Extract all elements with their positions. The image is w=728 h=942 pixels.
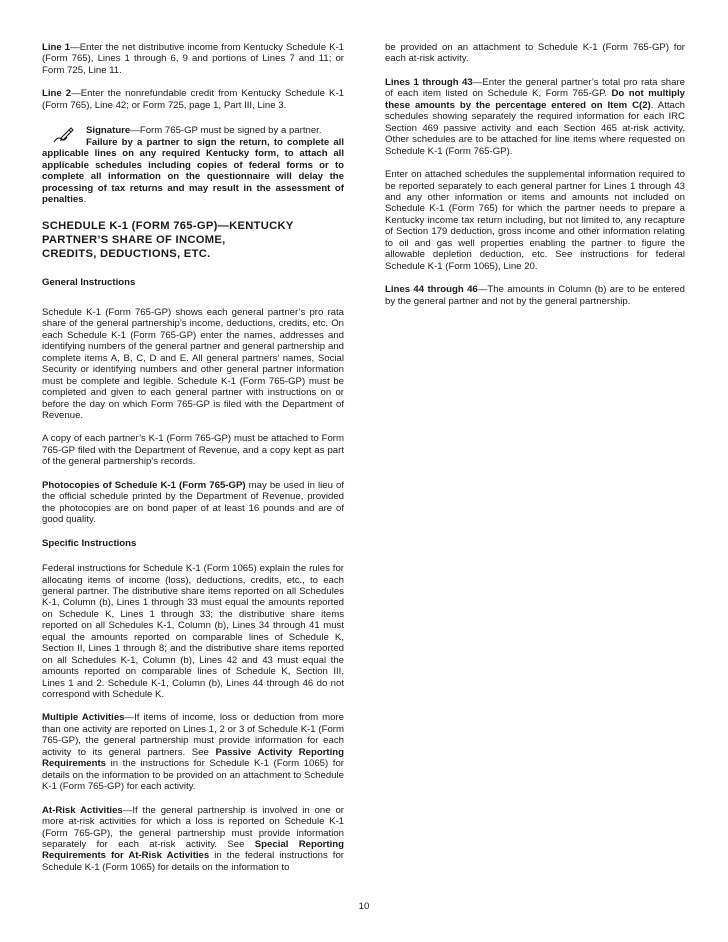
atrisk-text-2: in the federal instructions for Schedule K-1 (Form 1065) for details on the information to bbox=[42, 850, 344, 873]
lines-44-46-paragraph bbox=[385, 284, 685, 307]
left-column bbox=[42, 42, 344, 885]
signature-paragraph bbox=[42, 125, 344, 205]
line2-text: —Enter the nonrefundable credit from Kentucky Schedule K-1 (Form 765), Line 42; or Form 725, page 1, Part III, Line 3. bbox=[42, 88, 344, 111]
line1-label: Line 1 bbox=[42, 42, 71, 53]
lines-1-43-label: Lines 1 through 43 bbox=[385, 76, 473, 88]
line2-paragraph bbox=[42, 88, 344, 111]
line1-paragraph bbox=[42, 42, 344, 76]
signature-text: —Form 765-GP must be signed by a partner. bbox=[130, 125, 322, 137]
continuation-paragraph: be provided on an attachment to Schedule K-1 (Form 765-GP) for each at-risk activity. bbox=[385, 42, 685, 65]
multiple-text-2: in the instructions for Schedule K-1 (Form 1065) for details on the information to be provided on an attachment to Schedule K-1 (Form 765-GP) for each activity. bbox=[42, 758, 344, 793]
signature-warning: Failure by a partner to sign the return, to complete all applicable lines on any required Kentucky form, to attach all applicable schedules including copies of federal forms or to complete all information on the questionnaire will delay the processing of tax returns and may result in the assessment of penalties bbox=[42, 136, 344, 205]
lines-1-43-text-1: —Enter the general partner’s total pro rata share of each item listed on Schedule K, Form 765-GP. bbox=[385, 76, 685, 100]
lines-1-43-paragraph bbox=[385, 77, 685, 157]
line2-label: Line 2 bbox=[42, 88, 72, 100]
atrisk-text-1: —If the general partnership is involved in one or more at-risk activities for which a loss is reported on Schedule K-1 (Form 765-GP), the general partnership must provide information separately for each at-risk activity. See bbox=[42, 804, 344, 851]
copy-paragraph: A copy of each partner’s K-1 (Form 765-GP) must be attached to Form 765-GP filed with the Department of Revenue, and a copy kept as part of the general partnership’s records. bbox=[42, 433, 344, 468]
lines-44-46-text: —The amounts in Column (b) are to be entered by the general partner and not by the general partnership. bbox=[385, 284, 685, 307]
photocopies-paragraph bbox=[42, 480, 344, 526]
atrisk-label: At-Risk Activities bbox=[42, 804, 123, 816]
multiple-text-1: —If items of income, loss or deduction from more than one activity are reported on Lines 1, 2 or 3 of Schedule K-1 (Form 765-GP), the general partnership must provide information for each activity to its general partners. See bbox=[42, 712, 344, 758]
enter-paragraph: Enter on attached schedules the supplemental information required to be reported separately to each general partner for Lines 1 through 43 and any other information or items and amounts not included on Schedule K-1 (Form 765) for which the partner needs to prepare a Kentucky income tax return including, but not limited to, any recapture of Section 179 deduction, gross income and other information relating to oil and gas well properties enabling the partner to figure the allowable depletion deduction, etc. See instructions for federal Schedule K-1 (Form 1065), Line 20. bbox=[385, 169, 685, 272]
photocopies-label: Photocopies of Schedule K-1 (Form 765-GP) bbox=[42, 479, 246, 491]
atrisk-paragraph bbox=[42, 805, 344, 874]
schedule-paragraph: Schedule K-1 (Form 765-GP) shows each general partner’s pro rata share of the general partnership’s income, deductions, credits, etc. On each Schedule K-1 (Form 765-GP) enter the names, addresses and identifying numbers of the general partner and general partnership and complete items A, B, C, D and E. All general partners’ names, Social Security or identifying numbers and other general partner information must be complete and legible. Schedule K-1 (Form 765-GP) must be completed and given to each general partner with instructions on or before the day on which Form 765-GP is filed with the Department of Revenue. bbox=[42, 306, 344, 421]
heading-line-3: CREDITS, DEDUCTIONS, ETC. bbox=[42, 248, 211, 261]
page-number: 10 bbox=[358, 901, 370, 912]
federal-paragraph: Federal instructions for Schedule K-1 (Form 1065) explain the rules for allocating items of income (loss), deductions, credits, etc., to each general partner. The distributive share items reported on all Schedules K-1, Column (b), Lines 1 through 33 must equal the amounts reported on Schedule K, Lines 1 through 33; the distributive share items reported on all Schedules K-1, Column (b), Lines 34 through 41 must equal the amounts reported on comparable lines of Schedule K, Section II, Lines 1 through 8; and the distributive share items reported on all Schedules K-1, Column (b), Lines 42 and 43 must equal the amounts reported on comparable lines of Schedule K, Section III, Lines 1 and 2. Schedule K-1, Column (b), Lines 44 through 46 do not correspond with Schedule K. bbox=[42, 563, 344, 701]
signature-end: . bbox=[83, 193, 87, 205]
lines-44-46-label: Lines 44 through 46 bbox=[385, 284, 478, 296]
multiple-bold: Passive Activity Reporting Requirements bbox=[42, 746, 345, 770]
right-column bbox=[385, 42, 685, 319]
lines-1-43-text-2: . Attach schedules showing separately the required information for each IRC Section 469 passive activity and each Section 465 at-risk activity. Other schedules are to be attached for line items where requested on Schedule K-1 (Form 765-GP). bbox=[385, 99, 685, 157]
line1-text: —Enter the net distributive income from Kentucky Schedule K-1 (Form 765), Lines 1 through 6, 9 and portions of Lines 7 and 11; or Form 725, Line 11. bbox=[42, 42, 344, 76]
multiple-label: Multiple Activities bbox=[42, 712, 125, 724]
heading-line-1: SCHEDULE K-1 (FORM 765-GP)—KENTUCKY bbox=[42, 220, 294, 233]
general-instructions-heading: General Instructions bbox=[42, 277, 136, 289]
signature-label: Signature bbox=[86, 125, 131, 137]
pen-writing-icon bbox=[52, 126, 74, 144]
lines-1-43-bold: Do not multiply these amounts by the percentage entered on Item C(2) bbox=[385, 88, 685, 111]
multiple-activities-paragraph bbox=[42, 712, 344, 792]
schedule-heading bbox=[42, 219, 344, 261]
atrisk-bold: Special Reporting Requirements for At-Risk Activities bbox=[42, 839, 345, 862]
photocopies-text: may be used in lieu of the official schedule printed by the Department of Revenue, provided the photocopies are on bond paper of at least 16 pounds and are of good quality. bbox=[42, 479, 344, 526]
specific-instructions-heading: Specific Instructions bbox=[42, 537, 137, 549]
heading-line-2: PARTNER’S SHARE OF INCOME, bbox=[42, 234, 226, 247]
